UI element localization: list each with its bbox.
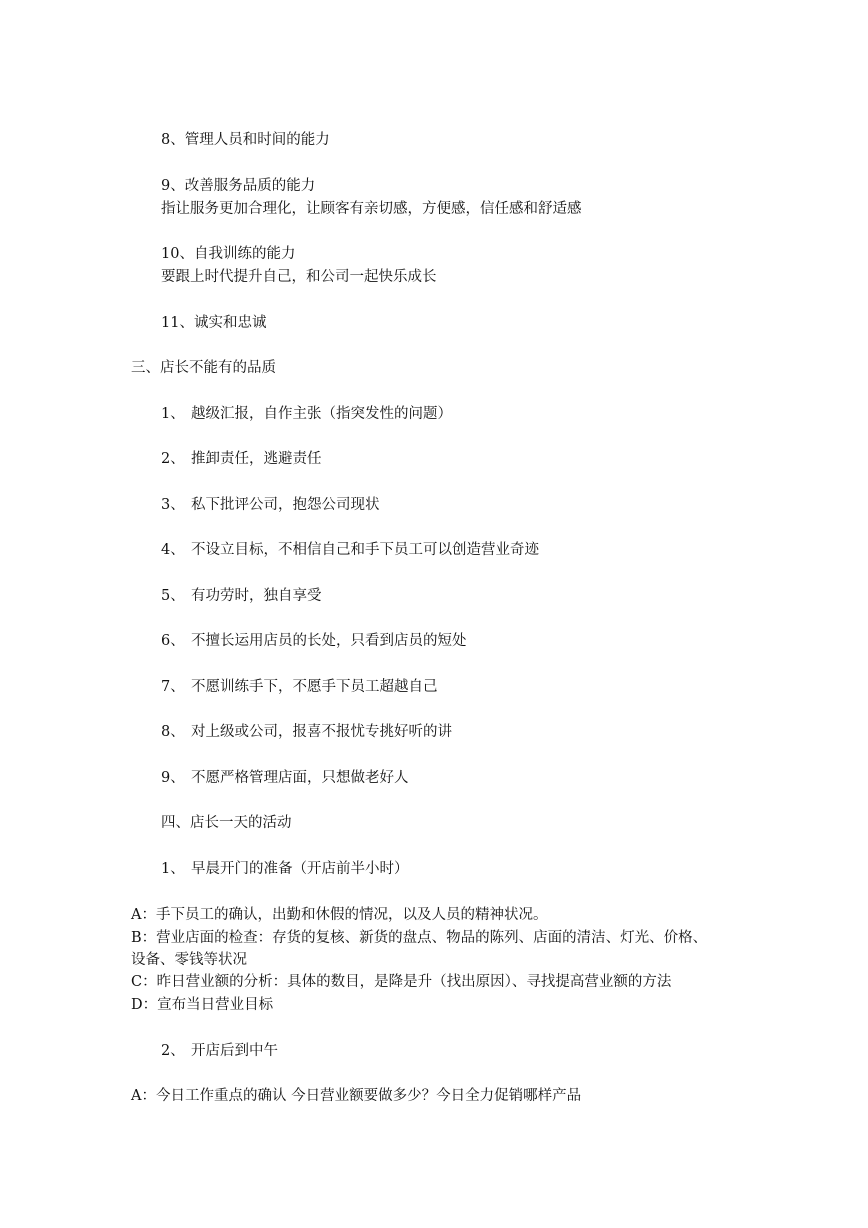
list-item: [161, 404, 452, 424]
list-item: [161, 631, 467, 651]
list-item-text: 不设立目标，不相信自己和手下员工可以创造营业奇迹: [191, 542, 539, 558]
list-item-text: 私下批评公司，抱怨公司现状: [191, 497, 380, 513]
subsection-text: 早晨开门的准备（开店前半小时）: [191, 861, 409, 877]
item-9-title: 9、改善服务品质的能力: [161, 178, 316, 194]
section-three-heading: 三、店长不能有的品质: [131, 360, 276, 376]
list-item-number: 4、: [161, 542, 185, 558]
list-item-text: 推卸责任，逃避责任: [191, 451, 322, 467]
subsection-1-item-c: C：昨日营业额的分析：具体的数目，是降是升（找出原因）、寻找提高营业额的方法: [131, 974, 672, 990]
subsection-1-item-a: A：手下员工的确认，出勤和休假的情况，以及人员的精神状况。: [131, 907, 548, 923]
list-item-number: 3、: [161, 497, 185, 513]
subsection-2-heading: [161, 1041, 278, 1061]
list-item: [161, 586, 322, 606]
list-item: [161, 768, 409, 788]
list-item-text: 对上级或公司，报喜不报忧专挑好听的讲: [191, 724, 452, 740]
subsection-number: 2、: [161, 1043, 185, 1059]
list-item-text: 不愿严格管理店面，只想做老好人: [191, 770, 409, 786]
subsection-1-item-d: D：宣布当日营业目标: [131, 997, 274, 1013]
list-item-number: 9、: [161, 770, 185, 786]
item-9-description: 指让服务更加合理化，让顾客有亲切感，方便感，信任感和舒适感: [161, 201, 582, 217]
list-item-text: 有功劳时，独自享受: [191, 588, 322, 604]
list-item-number: 7、: [161, 679, 185, 695]
list-item-text: 不擅长运用店员的长处，只看到店员的短处: [191, 633, 467, 649]
list-item: [161, 722, 452, 742]
list-item: [161, 495, 380, 515]
item-10-description: 要跟上时代提升自己，和公司一起快乐成长: [161, 269, 437, 285]
item-8-management: 8、管理人员和时间的能力: [161, 132, 330, 148]
list-item-text: 不愿训练手下，不愿手下员工超越自己: [191, 679, 438, 695]
list-item: [161, 540, 539, 560]
subsection-1-item-b: B：营业店面的检查：存货的复核、新货的盘点、物品的陈列、店面的清洁、灯光、价格、: [131, 930, 708, 946]
list-item-text: 越级汇报，自作主张（指突发性的问题）: [191, 406, 452, 422]
section-four-heading: 四、店长一天的活动: [161, 815, 292, 831]
subsection-2-item-a: A：今日工作重点的确认 今日营业额要做多少？今日全力促销哪样产品: [131, 1088, 582, 1104]
list-item-number: 2、: [161, 451, 185, 467]
list-item: [161, 449, 322, 469]
subsection-text: 开店后到中午: [191, 1043, 278, 1059]
item-10-title: 10、自我训练的能力: [161, 246, 296, 262]
subsection-number: 1、: [161, 861, 185, 877]
subsection-1-item-b-continued: 设备、零钱等状况: [131, 952, 247, 968]
list-item-number: 1、: [161, 406, 185, 422]
list-item-number: 5、: [161, 588, 185, 604]
list-item-number: 6、: [161, 633, 185, 649]
subsection-1-heading: [161, 859, 409, 879]
item-11-honesty: 11、诚实和忠诚: [161, 315, 267, 331]
list-item: [161, 677, 438, 697]
list-item-number: 8、: [161, 724, 185, 740]
